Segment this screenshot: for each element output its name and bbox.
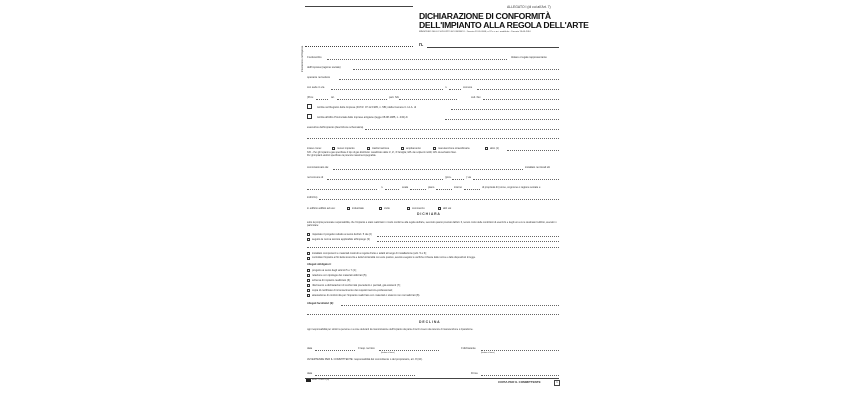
note-gas: N.B. - Per gli impianti a gas specificare il tipo di gas distribuito: canalizzato della 1ª, 2ª, 3ª famiglia; GPL da recipienti mobili; GPL da serbatoio fisso. <box>307 152 457 154</box>
footer-copy: COPIA PER IL COMMITTENTE <box>498 380 541 384</box>
registro-field[interactable] <box>451 109 559 110</box>
opt-manut-checkbox[interactable] <box>433 147 436 150</box>
data2-field[interactable] <box>315 375 415 376</box>
allegato-1-checkbox[interactable] <box>307 269 310 272</box>
impresa-field[interactable] <box>353 69 559 70</box>
dichiarante-field[interactable] <box>481 350 559 351</box>
partiva-field[interactable] <box>399 99 457 100</box>
facoltativi-label: Allegati facoltativi (9): <box>307 302 334 305</box>
header-top-rule <box>305 6 413 7</box>
impresa-label: dell'impresa (ragione sociale) <box>307 66 341 69</box>
allegati-title: Allegati obbligatori: <box>307 263 332 266</box>
operante-field[interactable] <box>339 79 559 80</box>
prov-field[interactable] <box>316 99 328 100</box>
prov2-field[interactable] <box>452 179 464 180</box>
uso-industriale-label: industriale <box>352 207 364 210</box>
sede-label: con sede in via <box>307 86 325 89</box>
commissionato-field[interactable] <box>333 169 523 170</box>
uso-civile-label: civile <box>384 207 390 210</box>
dichiara-item-2-field[interactable] <box>377 241 559 242</box>
page-number: 1 <box>554 380 560 386</box>
allegato-1: progetto ai sensi degli articoli 5 e 7 (4); <box>312 269 357 272</box>
timbro-firma-1: (timbro e firma) <box>381 352 395 354</box>
dichiara-item2-1: installato componenti e materiali costruiti a regola d'arte e adatti al luogo di installazione (artt. 5 e 6); <box>312 252 427 255</box>
number-line <box>427 47 559 48</box>
sottoscritto-field[interactable] <box>327 59 507 60</box>
data-label: data <box>307 347 313 350</box>
uso-commercio-checkbox[interactable] <box>407 207 410 210</box>
interno-field[interactable] <box>464 189 480 190</box>
allegato-2-checkbox[interactable] <box>307 274 310 277</box>
albo-field[interactable] <box>445 119 559 120</box>
esecutrice-field-2[interactable] <box>307 138 559 139</box>
declina-text: ogni responsabilità per sinistri a persone o a cose derivanti da manomissione dell'impianto da parte di terzi ovvero da carenze di manutenzione o riparazione. <box>307 328 474 331</box>
data-field[interactable] <box>315 350 355 351</box>
header-mid-rule <box>305 46 413 47</box>
tel-label: tel. <box>331 96 335 99</box>
dichiara-item-1: rispettato il progetto redatto ai sensi dell'art. 5 da (2) <box>312 233 372 236</box>
opt-manut-label: manutenzione straordinaria <box>438 147 470 150</box>
sottoscritto-label: Il sottoscritto <box>307 56 322 59</box>
page-title-line1: DICHIARAZIONE DI CONFORMITÀ <box>419 11 551 21</box>
allegato-3-checkbox[interactable] <box>307 279 310 282</box>
codfisc-label: cod. fisc. <box>471 96 482 99</box>
declina-title: D E C L I N A <box>419 320 440 324</box>
opt-altro-field[interactable] <box>507 150 559 151</box>
facoltativi-field[interactable] <box>341 305 559 306</box>
proprieta-label: di proprietà di (nome, cognome o ragione sociale e <box>482 186 541 189</box>
registro-label: iscritta nel Registro delle Imprese (D.P.R. 07.12.1995, n. 581) della Camera C.I.A.A. di <box>317 106 416 109</box>
dichiara-item2-2: controllato l'impianto ai fini della sicurezza e della funzionalità con esito positivo, avendo eseguito le verifiche richieste dalle norme e dalle disposizioni di legge. <box>312 257 476 259</box>
dichiara-item-2: seguito la norma tecnica applicabile all'impiego (3) <box>312 238 370 241</box>
n2-label: n. <box>381 186 384 189</box>
allegato-4: riferimento a dichiarazioni di conformità precedenti o parziali, già esistenti (7); <box>312 284 401 287</box>
resp-tecnico-field[interactable] <box>379 350 439 351</box>
opt-nuovo-label: nuovo impianto <box>337 147 355 150</box>
facoltativi-field-2[interactable] <box>307 314 559 315</box>
note-elettrici: Per gli impianti elettrici specificare la potenza massima impegnabile. <box>307 155 377 157</box>
allegato-3: schema di impianto realizzato (6); <box>312 279 351 282</box>
opt-ampl-checkbox[interactable] <box>401 147 404 150</box>
opt-trasf-checkbox[interactable] <box>367 147 370 150</box>
via-field-2[interactable] <box>307 189 377 190</box>
dichiara-intro: sotto la propria personale responsabilità, che l'impianto è stato realizzato in modo conforme alla regola dell'arte, secondo quanto previsto dall'art. 6, tenuto conto delle condizioni di esercizio e degli usi a cui è destinato l'edificio, avendo in particolare: <box>307 221 557 227</box>
esecutrice-field-1[interactable] <box>365 129 559 130</box>
timbro-firma-2: (timbro e firma) <box>481 352 495 354</box>
installato-label: installato nei locali siti <box>525 166 550 169</box>
codfisc-field[interactable] <box>483 99 559 100</box>
page-title-line2: DELL'IMPIANTO ALLA REGOLA DELL'ARTE <box>419 20 589 30</box>
allegato-label: ALLEGATO I (di cui all'Art. 7) <box>507 5 551 9</box>
operante-label: operante nel settore <box>307 76 331 79</box>
albo-checkbox[interactable] <box>307 114 312 119</box>
number-label: n. <box>419 42 424 48</box>
comune-label: comune <box>463 86 473 89</box>
uso-altri-checkbox[interactable] <box>438 207 441 210</box>
edificio-label: in edificio adibito ad uso: <box>307 207 336 210</box>
titolare-label: titolare o legale rappresentante <box>511 56 547 59</box>
allegato-4-checkbox[interactable] <box>307 284 310 287</box>
uso-industriale-checkbox[interactable] <box>347 207 350 210</box>
avvertenze: AVVERTENZE PER IL COMMITTENTE: responsabilità del committente o del proprietario, art. 8 (10). <box>307 358 423 361</box>
scala-field[interactable] <box>410 189 426 190</box>
dichiara-item2-2-checkbox[interactable] <box>307 257 310 260</box>
inteso-label-text: inteso come: <box>307 147 322 150</box>
allegato-5: copia di certificato di riconoscimento dei requisiti tecnico-professionali; <box>312 289 393 292</box>
indirizzo-label: indirizzo) <box>307 196 318 199</box>
form-sheet <box>295 0 589 410</box>
commissionato-label: commissionato da: <box>307 166 329 169</box>
piano-label: piano <box>428 186 435 189</box>
footer-rule <box>305 378 559 379</box>
allegato-2: relazione con tipologie dei materiali utilizzati (5); <box>312 274 368 277</box>
firma-field[interactable] <box>481 375 559 376</box>
dichiara-extra-field[interactable] <box>307 247 559 248</box>
registro-checkbox[interactable] <box>307 104 312 109</box>
n2-field[interactable] <box>385 189 399 190</box>
opt-nuovo-checkbox[interactable] <box>332 147 335 150</box>
piano-field[interactable] <box>436 189 452 190</box>
side-label: Intestazione dell'impresa <box>301 45 304 72</box>
nel-comune-label: nel comune di <box>307 176 324 179</box>
nel-comune-field[interactable] <box>327 179 443 180</box>
opt-altro-label: altro (1) <box>490 147 499 150</box>
resp-tecnico-label: Il resp. tecnico <box>358 347 375 350</box>
scala-label: scala <box>402 186 409 189</box>
sede-n-label: n. <box>445 86 448 89</box>
via-field[interactable] <box>473 179 559 180</box>
tel-field[interactable] <box>337 99 387 100</box>
dichiara-item-1-field[interactable] <box>377 236 559 237</box>
firma-label: Firma <box>471 372 478 375</box>
interno-label: interno <box>454 186 462 189</box>
prov2-label: (prov. <box>445 176 452 179</box>
opt-trasf-label: trasformazione <box>372 147 390 150</box>
dichiarante-label: Il dichiarante <box>461 347 476 350</box>
prov-label: (Prov. <box>307 96 314 99</box>
comune-field[interactable] <box>477 89 559 90</box>
partiva-label: part. IVA <box>389 96 399 99</box>
footer-logo <box>306 379 311 382</box>
dichiara-item-1-checkbox[interactable] <box>307 233 310 236</box>
dichiara-item-2-checkbox[interactable] <box>307 238 310 241</box>
sede-n-field[interactable] <box>449 89 461 90</box>
uso-altri-label: altri usi <box>443 207 452 210</box>
albo-label: iscritta all'Albo Provinciale delle imprese artigiane (legge 08.08.1985, n. 443) di <box>317 116 408 119</box>
data2-label: data <box>307 372 313 375</box>
opt-ampl-label: ampliamento <box>406 147 421 150</box>
decree-text: MINISTERO DELLO SVILUPPO ECONOMICO - Decreto 22-01-2008, n.37 e s.m.i. modifiche - Decreto 19-05-2010 <box>419 31 531 33</box>
uso-civile-checkbox[interactable] <box>379 207 382 210</box>
esecutrice-label: esecutrice dell'impianto (descrizione schematica) <box>307 126 364 129</box>
dichiara-item2-1-checkbox[interactable] <box>307 252 310 255</box>
uso-commercio-label: commercio <box>412 207 425 210</box>
opt-altro-checkbox[interactable] <box>485 147 488 150</box>
dichiara-title: D I C H I A R A <box>417 212 440 216</box>
indirizzo-field[interactable] <box>319 199 559 200</box>
allegato-6: attestazione di conformità per l'impianto realizzato con materiali o sistemi non normalizzati (8). <box>312 294 421 297</box>
via-label: ) via <box>466 176 471 179</box>
allegato-6-checkbox[interactable] <box>307 294 310 297</box>
allegato-5-checkbox[interactable] <box>307 289 310 292</box>
footer-code: MOD. 2-30/21 (a) <box>312 379 330 381</box>
sede-field[interactable] <box>331 89 443 90</box>
